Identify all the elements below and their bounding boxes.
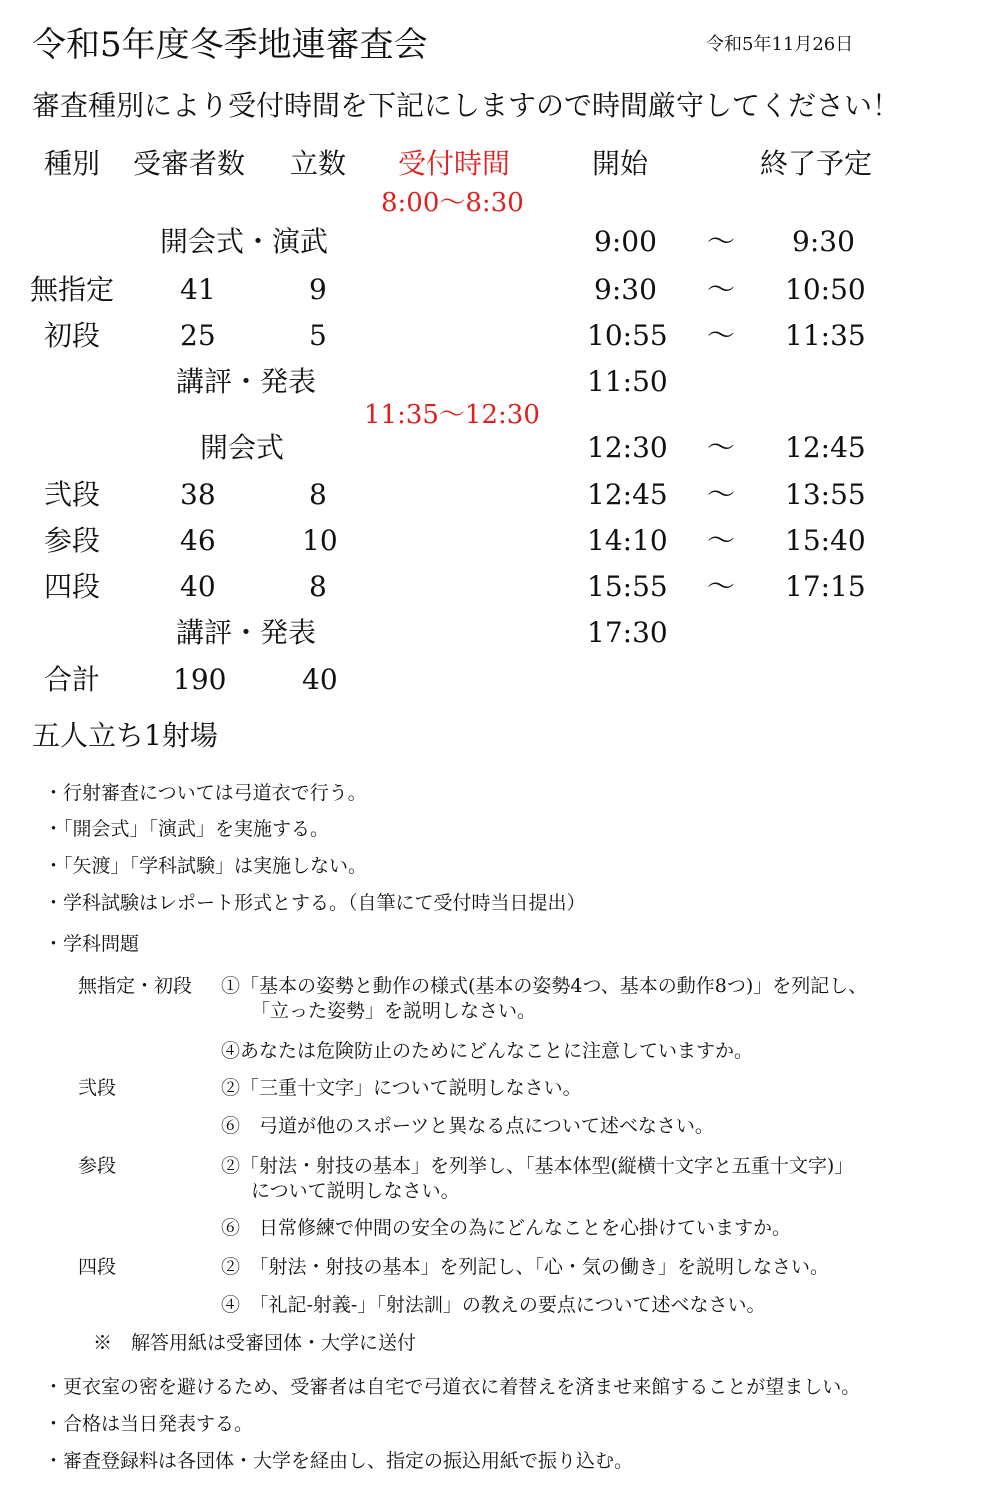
total-examinees: 190 xyxy=(173,663,227,696)
question-text: ②「三重十文字」について説明しなさい。 xyxy=(221,1077,582,1099)
tilde: ～ xyxy=(707,524,736,557)
question-group-label: 弐段 xyxy=(78,1077,117,1099)
schedule-label: 講評・発表 xyxy=(176,365,317,398)
end-time: 15:40 xyxy=(785,524,866,557)
answer-note: ※ 解答用紙は受審団体・大学に送付 xyxy=(93,1332,417,1354)
examinee-count: 46 xyxy=(180,524,216,557)
section-title: 五人立ち1射場 xyxy=(32,719,218,752)
examinee-count: 40 xyxy=(180,570,216,603)
column-header-count: 受審者数 xyxy=(133,147,246,180)
reception-time-1: 8:00～8:30 xyxy=(381,188,524,218)
question-text: ①「基本の姿勢と動作の様式(基本の姿勢4つ、基本の動作8つ)」を列記し、 xyxy=(221,975,868,997)
reception-time-2: 11:35～12:30 xyxy=(364,400,540,430)
start-time: 11:50 xyxy=(587,365,668,398)
note-item: ・「開会式」「演武」を実施する。 xyxy=(44,818,330,840)
start-time: 12:30 xyxy=(587,431,668,464)
start-time: 14:10 xyxy=(587,524,668,557)
note-item: ・学科問題 xyxy=(44,933,140,955)
tilde: ～ xyxy=(707,225,736,258)
tachi-count: 5 xyxy=(309,319,327,352)
column-header-end: 終了予定 xyxy=(760,147,873,180)
start-time: 15:55 xyxy=(587,570,668,603)
start-time: 9:00 xyxy=(594,225,657,258)
tachi-count: 10 xyxy=(302,524,338,557)
schedule-label: 開会式・演武 xyxy=(160,225,329,258)
footer-note: ・合格は当日発表する。 xyxy=(44,1413,254,1435)
question-group-label: 無指定・初段 xyxy=(78,975,193,997)
total-label: 合計 xyxy=(44,663,101,696)
document-date: 令和5年11月26日 xyxy=(706,34,854,55)
question-text: ④ 「礼記-射義-」「射法訓」の教えの要点について述べなさい。 xyxy=(221,1294,766,1316)
notice-text: 審査種別により受付時間を下記にしますので時間厳守してください！ xyxy=(32,89,901,122)
end-time: 13:55 xyxy=(785,478,866,511)
schedule-label: 講評・発表 xyxy=(176,616,317,649)
rank-type: 無指定 xyxy=(30,273,115,306)
question-text: ②「射法・射技の基本」を列挙し、「基本体型(縦横十文字と五重十文字)」 xyxy=(221,1155,854,1177)
tilde: ～ xyxy=(707,273,736,306)
rank-type: 四段 xyxy=(44,570,101,603)
end-time: 9:30 xyxy=(792,225,855,258)
question-text: ⑥ 日常修練で仲間の安全の為にどんなことを心掛けていますか。 xyxy=(221,1217,792,1239)
footer-note: ・審査登録料は各団体・大学を経由し、指定の振込用紙で振り込む。 xyxy=(44,1450,634,1472)
column-header-tachi: 立数 xyxy=(290,147,347,180)
total-tachi: 40 xyxy=(302,663,338,696)
tilde: ～ xyxy=(707,319,736,352)
question-text: について説明しなさい。 xyxy=(251,1180,460,1202)
rank-type: 参段 xyxy=(44,524,101,557)
page-title: 令和5年度冬季地連審査会 xyxy=(32,25,428,65)
question-group-label: 参段 xyxy=(78,1155,117,1177)
schedule-label: 開会式 xyxy=(200,431,285,464)
end-time: 10:50 xyxy=(785,273,866,306)
tilde: ～ xyxy=(707,570,736,603)
note-item: ・行射審査については弓道衣で行う。 xyxy=(44,782,367,804)
examinee-count: 38 xyxy=(180,478,216,511)
question-text: ④あなたは危険防止のためにどんなことに注意していますか。 xyxy=(221,1040,754,1062)
question-text: ② 「射法・射技の基本」を列記し、「心・気の働き」を説明しなさい。 xyxy=(221,1256,830,1278)
question-text: ⑥ 弓道が他のスポーツと異なる点について述べなさい。 xyxy=(221,1115,714,1137)
end-time: 17:15 xyxy=(785,570,866,603)
start-time: 12:45 xyxy=(587,478,668,511)
tachi-count: 9 xyxy=(309,273,327,306)
start-time: 10:55 xyxy=(587,319,668,352)
tilde: ～ xyxy=(707,431,736,464)
tilde: ～ xyxy=(707,478,736,511)
examinee-count: 25 xyxy=(180,319,216,352)
question-text: 「立った姿勢」を説明しなさい。 xyxy=(251,1000,537,1022)
question-group-label: 四段 xyxy=(78,1256,117,1278)
column-header-start: 開始 xyxy=(592,147,649,180)
examinee-count: 41 xyxy=(180,273,216,306)
end-time: 11:35 xyxy=(785,319,866,352)
start-time: 17:30 xyxy=(587,616,668,649)
end-time: 12:45 xyxy=(785,431,866,464)
column-header-type: 種別 xyxy=(44,147,101,180)
tachi-count: 8 xyxy=(309,570,327,603)
tachi-count: 8 xyxy=(309,478,327,511)
footer-note: ・更衣室の密を避けるため、受審者は自宅で弓道衣に着替えを済ませ来館することが望ましい。 xyxy=(44,1376,861,1398)
rank-type: 初段 xyxy=(44,319,101,352)
column-header-reception: 受付時間 xyxy=(398,147,511,180)
start-time: 9:30 xyxy=(594,273,657,306)
rank-type: 弐段 xyxy=(44,478,101,511)
note-item: ・学科試験はレポート形式とする。（自筆にて受付時当日提出） xyxy=(44,892,586,914)
note-item: ・「矢渡」「学科試験」は実施しない。 xyxy=(44,855,368,877)
